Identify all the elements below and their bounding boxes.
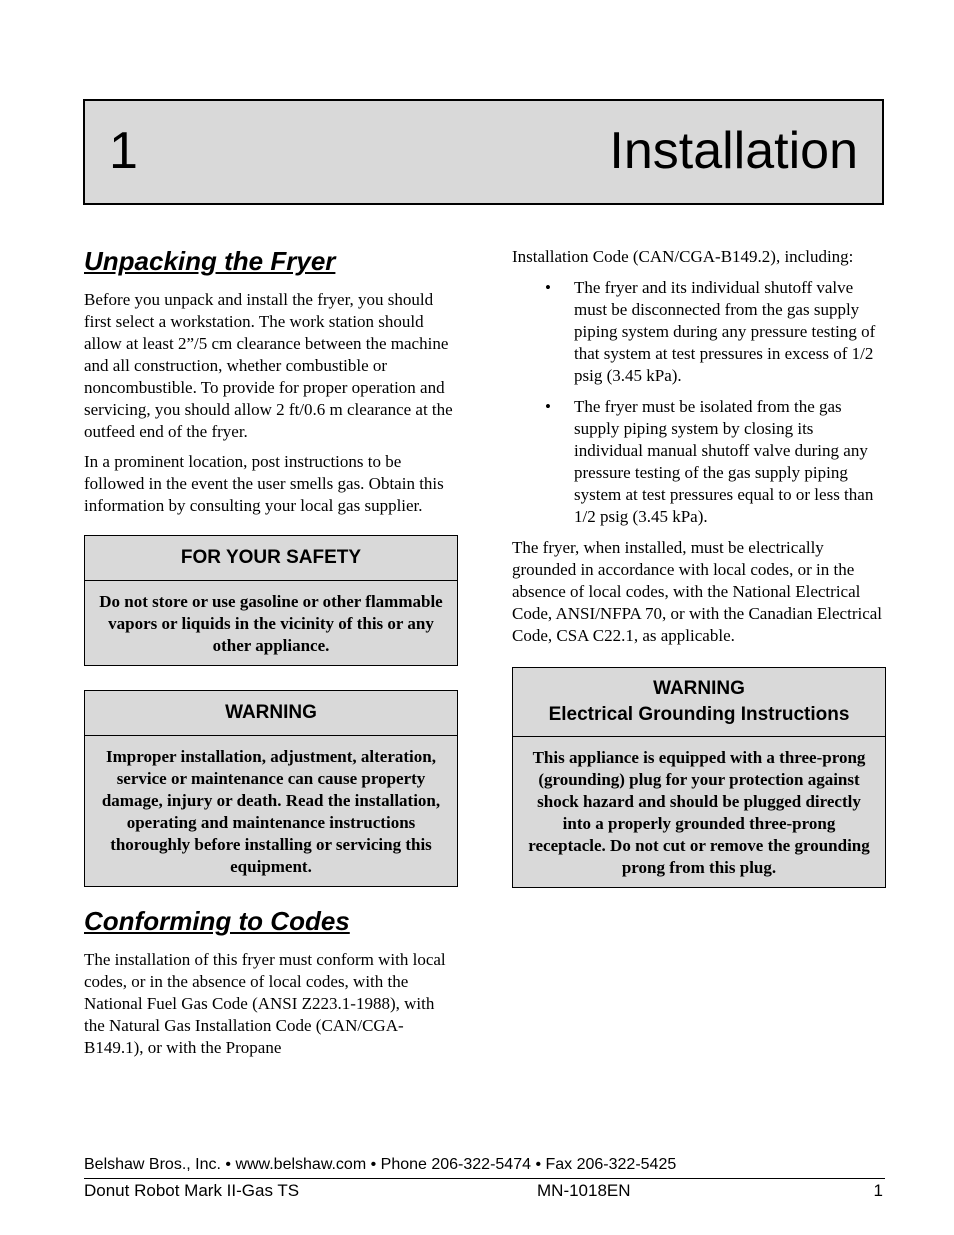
footer-document-name: Donut Robot Mark II-Gas TS (84, 1181, 300, 1200)
grounding-callout-heading-line2: Electrical Grounding Instructions (548, 704, 850, 725)
warning-callout (84, 690, 458, 887)
list-item (512, 396, 886, 528)
chapter-number: 1 (109, 122, 138, 180)
paragraph-codes: The installation of this fryer must conform with local codes, or in the absence of local codes, with the National Fuel Gas Code (ANSI Z223.1-1988), with the Natural Gas Installation Code (CAN/CGA-B149.1), or with the Propane (84, 950, 446, 1057)
section-heading-unpacking: Unpacking the Fryer (84, 246, 336, 276)
list-item (512, 277, 886, 387)
grounding-callout-text: This appliance is equipped with a three-prong (grounding) plug for your protection against shock hazard and should be plugged directly into a properly grounded three-prong receptacle. Do not cut or remove the grounding prong from this plug. (528, 748, 870, 877)
requirements-list (512, 277, 886, 528)
footer-contact: Belshaw Bros., Inc. • www.belshaw.com • Phone 206-322-5474 • Fax 206-322-5425 (84, 1156, 677, 1173)
bullet-icon: • (545, 397, 551, 416)
bullet-icon: • (545, 278, 551, 297)
paragraph-grounding: The fryer, when installed, must be electrically grounded in accordance with local codes, or in the absence of local codes, with the National Electrical Code, ANSI/NFPA 70, or with the Canadian Electrical Code, CSA C22.1, as applicable. (512, 538, 883, 645)
footer-page-number: 1 (873, 1181, 883, 1200)
safety-callout (84, 535, 458, 666)
chapter-header (83, 99, 884, 205)
safety-callout-text: Do not store or use gasoline or other flammable vapors or liquids in the vicinity of this or any other appliance. (99, 592, 443, 655)
footer-document-code: MN-1018EN (537, 1181, 631, 1200)
section-heading-codes: Conforming to Codes (84, 906, 350, 936)
warning-callout-text: Improper installation, adjustment, alteration, service or maintenance can cause property damage, injury or death. Read the installation, operating and maintenance instructions thoroughly before installing or servicing this equipment. (101, 747, 441, 876)
grounding-callout-heading (513, 668, 885, 737)
safety-callout-heading: FOR YOUR SAFETY (85, 536, 457, 581)
right-column (512, 244, 886, 888)
left-column (84, 244, 458, 1059)
paragraph-workstation: Before you unpack and install the fryer, you should first select a workstation. The work station should allow at least 2”/5 cm clearance between the machine and all construction, whether combustible or noncombustible. To provide for proper operation and servicing, you should allow 2 ft/0.6 m clearance at the outfeed end of the fryer. (84, 290, 453, 441)
warning-callout-heading: WARNING (85, 691, 457, 736)
grounding-warning-callout (512, 667, 886, 888)
list-item-text: The fryer and its individual shutoff valve must be disconnected from the gas supply piping system during any pressure testing of that system at test pressures in excess of 1/2 psig (3.45 kPa). (574, 278, 876, 385)
paragraph-gas-instructions: In a prominent location, post instructions to be followed in the event the user smells gas. Obtain this information by consulting your local gas supplier. (84, 452, 444, 515)
footer-divider (84, 1178, 885, 1179)
list-item-text: The fryer must be isolated from the gas supply piping system by closing its individual manual shutoff valve during any pressure testing of the gas supply piping system at test pressures equal to or less than 1/2 psig (3.45 kPa). (574, 397, 874, 526)
chapter-title: Installation (609, 122, 858, 180)
paragraph-propane-code: Installation Code (CAN/CGA-B149.2), including: (512, 247, 854, 266)
grounding-callout-heading-line1: WARNING (653, 678, 745, 699)
